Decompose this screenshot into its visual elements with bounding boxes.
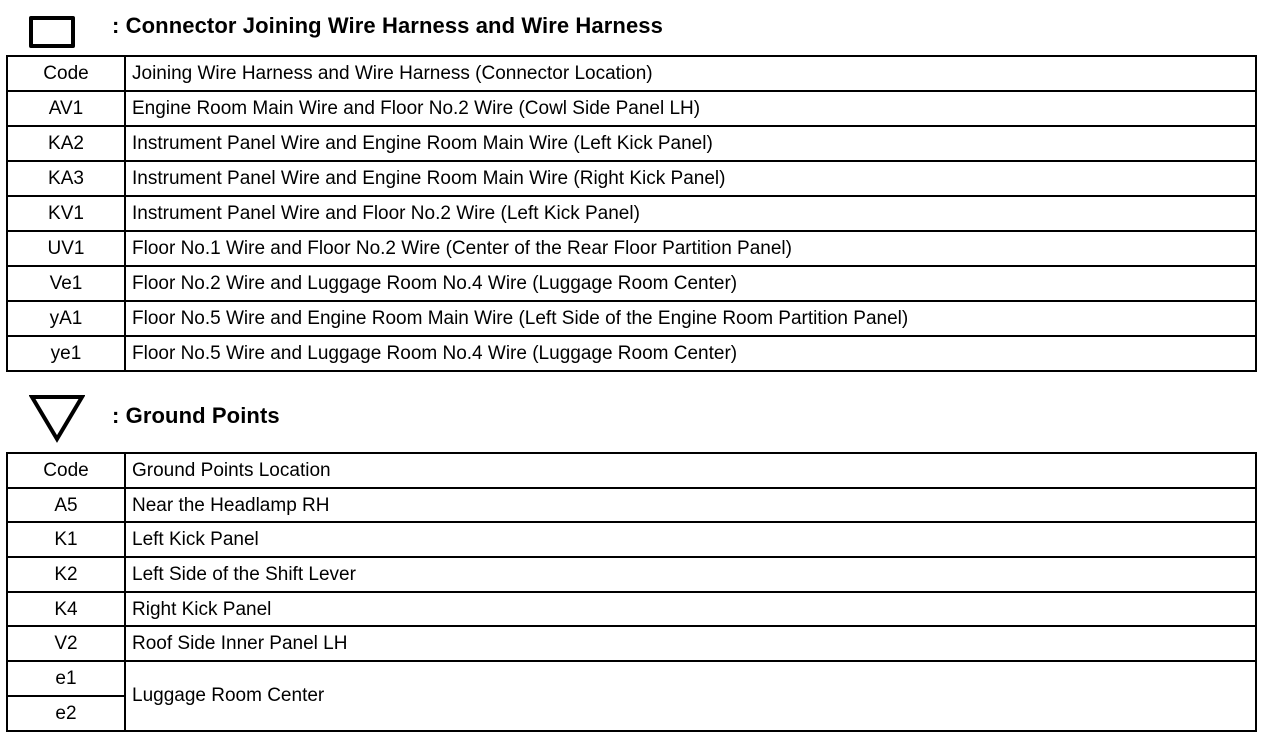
table-row [7,626,1256,661]
table-row [7,488,1256,523]
ground-location: Luggage Room Center [125,661,1256,730]
table-header-row [7,56,1256,91]
ground-section-title: : Ground Points [112,403,280,428]
header-code: Code [7,56,125,91]
connector-description: Instrument Panel Wire and Engine Room Main Wire (Right Kick Panel) [125,161,1256,196]
connector-code: AV1 [7,91,125,126]
ground-code: A5 [7,488,125,523]
ground-location: Near the Headlamp RH [125,488,1256,523]
ground-code: K1 [7,522,125,557]
table-row [7,336,1256,371]
ground-location: Right Kick Panel [125,592,1256,627]
ground-code: e2 [7,696,125,731]
connector-description: Floor No.5 Wire and Luggage Room No.4 Wire (Luggage Room Center) [125,336,1256,371]
table-row [7,161,1256,196]
connector-code: ye1 [7,336,125,371]
table-row [7,557,1256,592]
table-row [7,522,1256,557]
ground-location: Left Side of the Shift Lever [125,557,1256,592]
connector-section-heading [0,6,1280,46]
connector-description: Instrument Panel Wire and Engine Room Main Wire (Left Kick Panel) [125,126,1256,161]
table-row [7,231,1256,266]
connector-description: Floor No.1 Wire and Floor No.2 Wire (Center of the Rear Floor Partition Panel) [125,231,1256,266]
rectangle-symbol-icon [29,16,75,48]
connector-description: Floor No.2 Wire and Luggage Room No.4 Wire (Luggage Room Center) [125,266,1256,301]
ground-location: Left Kick Panel [125,522,1256,557]
table-row [7,266,1256,301]
table-row [7,661,1256,696]
connector-code: KV1 [7,196,125,231]
connector-description: Instrument Panel Wire and Floor No.2 Wire (Left Kick Panel) [125,196,1256,231]
table-row [7,592,1256,627]
header-description: Ground Points Location [125,453,1256,488]
ground-code: K2 [7,557,125,592]
connector-code: UV1 [7,231,125,266]
ground-code: K4 [7,592,125,627]
ground-code: V2 [7,626,125,661]
table-row [7,91,1256,126]
connector-section-title: : Connector Joining Wire Harness and Wire Harness [112,13,663,38]
table-row [7,126,1256,161]
connector-code: yA1 [7,301,125,336]
header-description: Joining Wire Harness and Wire Harness (Connector Location) [125,56,1256,91]
connector-code: KA3 [7,161,125,196]
connector-description: Engine Room Main Wire and Floor No.2 Wire (Cowl Side Panel LH) [125,91,1256,126]
triangle-down-symbol-icon [29,394,85,444]
table-row [7,301,1256,336]
table-header-row [7,453,1256,488]
ground-code: e1 [7,661,125,696]
connector-code: KA2 [7,126,125,161]
connector-description: Floor No.5 Wire and Engine Room Main Wire (Left Side of the Engine Room Partition Panel) [125,301,1256,336]
connector-table [6,55,1257,372]
ground-location: Roof Side Inner Panel LH [125,626,1256,661]
connector-code: Ve1 [7,266,125,301]
ground-section-heading [0,394,1280,434]
header-code: Code [7,453,125,488]
table-row [7,196,1256,231]
ground-points-table [6,452,1257,732]
